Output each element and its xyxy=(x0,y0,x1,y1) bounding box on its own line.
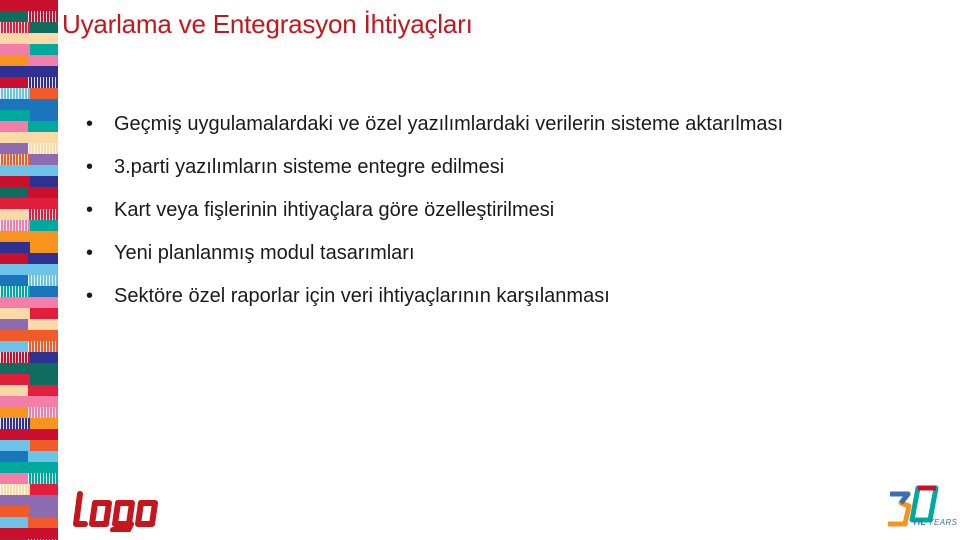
stripe-row xyxy=(0,506,58,517)
stripe-block xyxy=(28,121,58,132)
decorative-stripe xyxy=(0,0,58,540)
stripe-block xyxy=(0,176,30,187)
stripe-block xyxy=(28,341,58,352)
stripe-block xyxy=(30,242,58,253)
bullet-text: Yeni planlanmış modul tasarımları xyxy=(114,242,415,264)
stripe-block xyxy=(30,44,58,55)
stripe-row xyxy=(0,396,58,407)
stripe-block xyxy=(0,132,58,143)
stripe-block xyxy=(0,506,30,517)
stripe-row xyxy=(0,275,58,286)
bullet-text: 3.parti yazılımların sisteme entegre edilmesi xyxy=(114,156,505,178)
bullet-text: Sektöre özel raporlar için veri ihtiyaçlarının karşılanması xyxy=(114,285,610,307)
stripe-block xyxy=(0,242,30,253)
stripe-block xyxy=(30,506,58,517)
stripe-block xyxy=(0,77,28,88)
stripe-row xyxy=(0,253,58,264)
stripe-block xyxy=(0,341,28,352)
stripe-row xyxy=(0,99,58,110)
stripe-block xyxy=(0,33,58,44)
stripe-block xyxy=(0,44,30,55)
stripe-block xyxy=(30,484,58,495)
logo-wordmark-icon xyxy=(72,488,172,532)
stripe-row xyxy=(0,88,58,99)
stripe-row xyxy=(0,385,58,396)
stripe-block xyxy=(0,66,58,77)
stripe-block xyxy=(28,473,58,484)
stripe-block xyxy=(0,528,58,539)
bullet-item xyxy=(86,196,783,239)
stripe-block xyxy=(0,319,28,330)
stripe-block xyxy=(0,275,28,286)
bullet-list xyxy=(86,110,783,325)
stripe-row xyxy=(0,352,58,363)
stripe-block xyxy=(28,55,58,66)
stripe-row xyxy=(0,132,58,143)
stripe-row xyxy=(0,220,58,231)
stripe-block xyxy=(0,154,30,165)
stripe-row xyxy=(0,198,58,209)
stripe-block xyxy=(0,484,30,495)
stripe-block xyxy=(0,297,58,308)
stripe-row xyxy=(0,143,58,154)
stripe-block xyxy=(0,517,28,528)
bullet-item xyxy=(86,239,783,282)
stripe-block xyxy=(0,462,58,473)
stripe-row xyxy=(0,11,58,22)
stripe-block xyxy=(30,220,58,231)
stripe-row xyxy=(0,22,58,33)
stripe-row xyxy=(0,407,58,418)
anniversary-years: YEARS xyxy=(928,518,958,527)
stripe-block xyxy=(28,11,58,22)
stripe-row xyxy=(0,330,58,341)
stripe-row xyxy=(0,44,58,55)
stripe-row xyxy=(0,374,58,385)
stripe-block xyxy=(0,187,28,198)
stripe-block xyxy=(28,319,58,330)
stripe-block xyxy=(0,110,30,121)
bullet-text: Kart veya fişlerinin ihtiyaçlara göre özelleştirilmesi xyxy=(114,199,555,221)
stripe-block xyxy=(0,11,28,22)
stripe-block xyxy=(30,352,58,363)
stripe-block xyxy=(30,176,58,187)
stripe-row xyxy=(0,308,58,319)
stripe-row xyxy=(0,231,58,242)
stripe-block xyxy=(0,99,58,110)
stripe-block xyxy=(28,77,58,88)
stripe-block xyxy=(28,385,58,396)
stripe-row xyxy=(0,264,58,275)
anniversary-yil: YIL xyxy=(912,518,926,527)
stripe-block xyxy=(0,22,30,33)
stripe-block xyxy=(0,0,58,11)
anniversary-caption xyxy=(912,518,957,527)
stripe-block xyxy=(0,253,28,264)
stripe-row xyxy=(0,33,58,44)
stripe-row xyxy=(0,187,58,198)
stripe-block xyxy=(0,88,30,99)
stripe-block xyxy=(30,22,58,33)
stripe-block xyxy=(0,374,30,385)
stripe-block xyxy=(0,451,28,462)
stripe-block xyxy=(0,209,28,220)
bullet-dot: • xyxy=(86,199,94,221)
slide-title: Uyarlama ve Entegrasyon İhtiyaçları xyxy=(62,9,473,39)
stripe-block xyxy=(30,110,58,121)
stripe-block xyxy=(30,418,58,429)
stripe-row xyxy=(0,121,58,132)
stripe-block xyxy=(28,253,58,264)
stripe-block xyxy=(0,121,28,132)
stripe-row xyxy=(0,473,58,484)
stripe-row xyxy=(0,517,58,528)
stripe-block xyxy=(0,55,28,66)
stripe-block xyxy=(0,396,58,407)
bullet-dot: • xyxy=(86,156,94,178)
stripe-block xyxy=(0,363,58,374)
stripe-block xyxy=(30,286,58,297)
stripe-row xyxy=(0,429,58,440)
stripe-block xyxy=(30,88,58,99)
stripe-block xyxy=(0,385,28,396)
stripe-row xyxy=(0,319,58,330)
stripe-block xyxy=(30,308,58,319)
stripe-row xyxy=(0,363,58,374)
stripe-row xyxy=(0,0,58,11)
stripe-block xyxy=(28,275,58,286)
stripe-row xyxy=(0,528,58,539)
bullet-dot: • xyxy=(86,285,94,307)
bullet-dot: • xyxy=(86,242,94,264)
stripe-block xyxy=(0,165,58,176)
stripe-row xyxy=(0,484,58,495)
stripe-row xyxy=(0,66,58,77)
stripe-block xyxy=(30,374,58,385)
stripe-row xyxy=(0,341,58,352)
stripe-block xyxy=(28,451,58,462)
stripe-row xyxy=(0,440,58,451)
stripe-block xyxy=(0,220,30,231)
stripe-block xyxy=(0,264,58,275)
stripe-row xyxy=(0,418,58,429)
stripe-row xyxy=(0,462,58,473)
bullet-dot: • xyxy=(86,113,94,135)
stripe-block xyxy=(28,143,58,154)
bullet-item xyxy=(86,153,783,196)
stripe-block xyxy=(28,209,58,220)
stripe-row xyxy=(0,297,58,308)
stripe-row xyxy=(0,77,58,88)
stripe-block xyxy=(28,517,58,528)
stripe-row xyxy=(0,451,58,462)
stripe-block xyxy=(0,308,30,319)
stripe-block xyxy=(0,473,28,484)
stripe-block xyxy=(30,154,58,165)
stripe-row xyxy=(0,165,58,176)
stripe-row xyxy=(0,242,58,253)
stripe-block xyxy=(0,286,30,297)
stripe-block xyxy=(0,198,58,209)
stripe-block xyxy=(0,330,58,341)
stripe-block xyxy=(0,352,30,363)
stripe-row xyxy=(0,286,58,297)
stripe-block xyxy=(0,231,58,242)
stripe-block xyxy=(0,429,58,440)
stripe-block xyxy=(0,495,58,506)
stripe-block xyxy=(0,143,28,154)
bullet-text: Geçmiş uygulamalardaki ve özel yazılımlardaki verilerin sisteme aktarılması xyxy=(114,113,784,135)
stripe-block xyxy=(28,407,58,418)
stripe-row xyxy=(0,55,58,66)
stripe-block xyxy=(28,187,58,198)
stripe-row xyxy=(0,495,58,506)
stripe-row xyxy=(0,176,58,187)
stripe-row xyxy=(0,154,58,165)
stripe-block xyxy=(0,407,28,418)
stripe-row xyxy=(0,110,58,121)
stripe-block xyxy=(0,418,30,429)
bullet-item xyxy=(86,282,783,325)
stripe-block xyxy=(30,440,58,451)
stripe-block xyxy=(0,440,30,451)
stripe-row xyxy=(0,209,58,220)
bullet-item xyxy=(86,110,783,153)
